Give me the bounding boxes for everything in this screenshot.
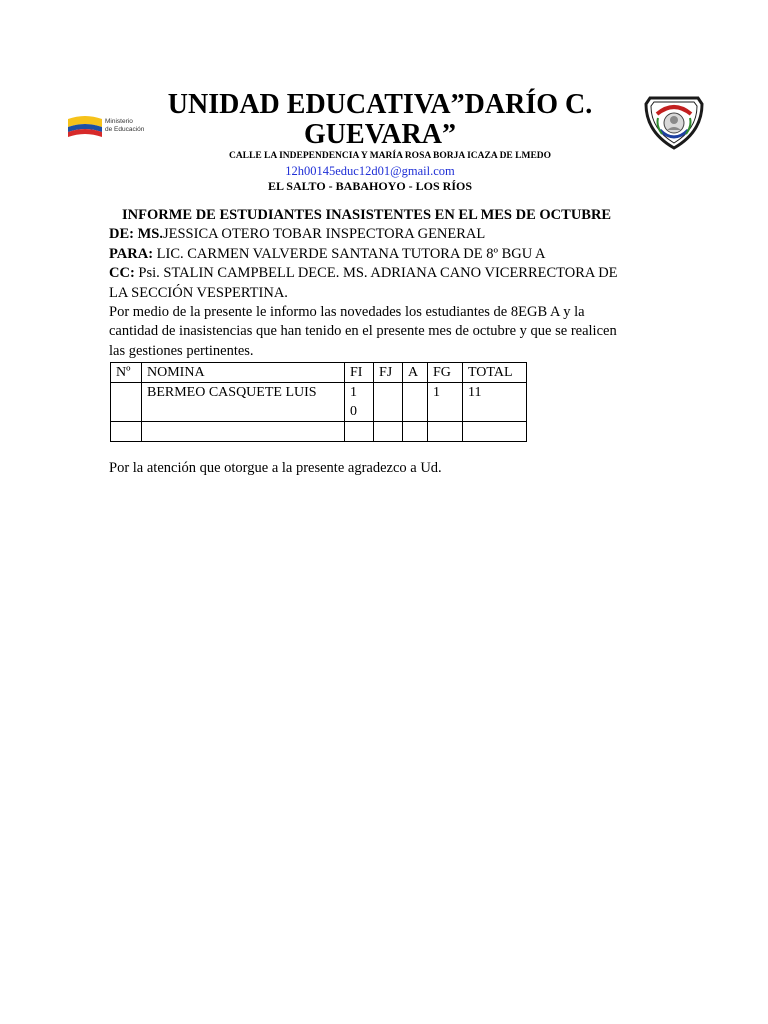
col-a-header: A <box>403 363 428 383</box>
cell-number <box>111 383 142 422</box>
cell-fi <box>345 422 374 442</box>
memo-from-value: JESSICA OTERO TOBAR INSPECTORA GENERAL <box>162 226 486 243</box>
ecuador-flag-icon <box>68 115 102 139</box>
memo-from-label: DE: MS. <box>109 226 163 243</box>
col-fj-header: FJ <box>374 363 403 383</box>
table-header-row <box>111 363 527 383</box>
cell-a <box>403 383 428 422</box>
school-title <box>150 90 610 150</box>
memo-paragraph-line-1: Por medio de la presente le informo las novedades los estudiantes de 8EGB A y la <box>109 304 585 321</box>
cell-fj <box>374 422 403 442</box>
school-title-line-1: UNIDAD EDUCATIVA”DARÍO C. <box>167 89 593 120</box>
cell-total <box>463 422 527 442</box>
school-seal-icon <box>642 92 706 150</box>
col-fi-header: FI <box>345 363 374 383</box>
cell-fi-line-2: 0 <box>350 404 357 419</box>
memo-paragraph-line-2: cantidad de inasistencias que han tenido en el presente mes de octubre y que se realicen <box>109 323 617 340</box>
ministry-name <box>105 118 144 133</box>
memo-body <box>109 206 669 361</box>
cell-fj <box>374 383 403 422</box>
ministry-line-1: Ministerio <box>105 118 133 125</box>
memo-cc-value: Psi. STALIN CAMPBELL DECE. MS. ADRIANA CANO VICERRECTORA DE <box>134 265 618 282</box>
report-title: INFORME DE ESTUDIANTES INASISTENTES EN EL MES DE OCTUBRE <box>122 207 612 223</box>
memo-cc-label: CC: <box>109 265 135 282</box>
school-email-link[interactable]: 12h00145educ12d01@gmail.com <box>285 164 455 178</box>
memo-to-value: LIC. CARMEN VALVERDE SANTANA TUTORA DE 8º BGU A <box>153 245 546 262</box>
memo-cc-continued: LA SECCIÓN VESPERTINA. <box>109 284 288 301</box>
cell-fg <box>428 422 463 442</box>
cell-total: 11 <box>463 383 527 422</box>
cell-fi <box>345 383 374 422</box>
ministerio-educacion-logo <box>68 112 152 142</box>
col-total-header: TOTAL <box>463 363 527 383</box>
school-title-line-2: GUEVARA” <box>304 119 456 150</box>
memo-paragraph-line-3: las gestiones pertinentes. <box>109 342 254 359</box>
school-location: EL SALTO - BABAHOYO - LOS RÍOS <box>267 179 473 193</box>
memo-to <box>109 245 669 264</box>
cell-nomina: BERMEO CASQUETE LUIS <box>142 383 345 422</box>
table-row <box>111 422 527 442</box>
cell-number <box>111 422 142 442</box>
col-fg-header: FG <box>428 363 463 383</box>
memo-to-label: PARA: <box>109 245 154 262</box>
memo-from <box>109 225 669 244</box>
col-nomina-header: NOMINA <box>142 363 345 383</box>
table-row <box>111 383 527 422</box>
cell-nomina <box>142 422 345 442</box>
cell-fg: 1 <box>428 383 463 422</box>
school-address: CALLE LA INDEPENDENCIA Y MARÍA ROSA BORJA ICAZA DE LMEDO <box>228 151 552 161</box>
closing-line: Por la atención que otorgue a la presente agradezco a Ud. <box>109 460 442 476</box>
memo-cc <box>109 264 669 283</box>
cell-a <box>403 422 428 442</box>
absence-table <box>110 362 527 442</box>
ministry-line-2: de Educación <box>105 125 145 133</box>
col-number-header: Nº <box>111 363 142 383</box>
cell-fi-line-1: 1 <box>350 385 357 400</box>
